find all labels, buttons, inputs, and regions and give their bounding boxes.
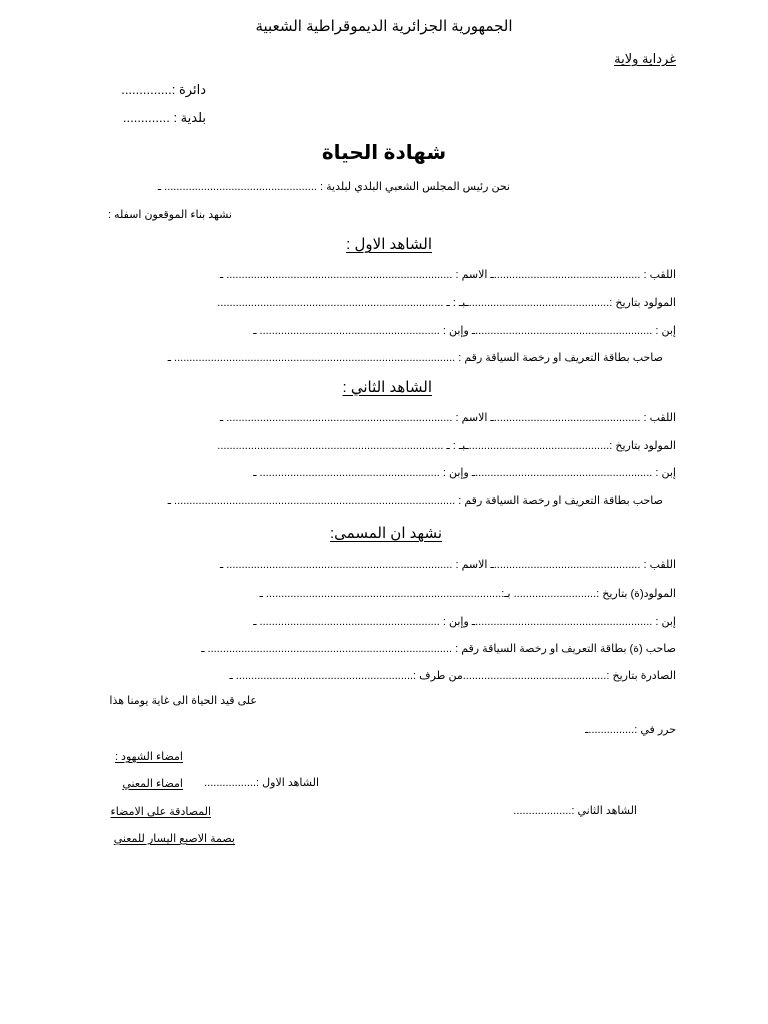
- subject-row-id: صاحب (ة) بطاقة التعريف او رخصة السياقة رقم : ................................................................................ ـ: [201, 643, 676, 655]
- witness2-row-name: اللقب : ................................................ـ الاسم : .......................................................................... ـ: [219, 412, 676, 424]
- intro-line-2: نشهد بناء الموقعون اسفله :: [107, 209, 232, 221]
- witness1-row-name: اللقب : ................................................ـ الاسم : .......................................................................... ـ: [219, 269, 676, 281]
- witness-signatures-label: امضاء الشهود :: [114, 751, 183, 763]
- subject-row-issued: الصادرة بتاريخ :...............................................من طرف :.......................................................... ـ: [229, 670, 676, 682]
- witness1-heading: الشاهد الاول :: [346, 236, 432, 253]
- witness2-heading: الشاهد الثاني :: [342, 379, 432, 396]
- subject-heading: نشهد ان المسمى:: [330, 525, 442, 542]
- first-witness-signature: الشاهد الاول :.................: [204, 777, 319, 789]
- second-witness-signature: الشاهد الثاني :...................: [513, 805, 637, 817]
- daira-field: دائرة :..............: [121, 82, 206, 97]
- subject-row-parents: إبن : ..........................................................ـ وإبن : ........................................................... ـ: [253, 616, 676, 628]
- subject-signature-label: امضاء المعني: [122, 778, 183, 790]
- republic-heading: الجمهورية الجزائرية الديموقراطية الشعبية: [255, 18, 513, 35]
- subject-row-name: اللقب : ................................................ـ الاسم : .......................................................................... ـ: [219, 559, 676, 571]
- thumbprint-label: بصمة الاصبع اليسار للمعني: [113, 833, 235, 845]
- intro-line-1: نحن رئيس المجلس الشعبي البلدي لبلدية : .................................................. ـ: [157, 181, 510, 193]
- subject-row-birth: المولود(ة) بتاريخ :........................... بـ:............................................................................. ـ: [259, 588, 676, 600]
- baladia-field: بلدية : .............: [122, 110, 206, 125]
- done-at-field: حرر في :...............ـ: [585, 724, 676, 736]
- witness1-row-parents: إبن : ..........................................................ـ وإبن : ........................................................... ـ: [253, 325, 676, 337]
- witness2-row-parents: إبن : ..........................................................ـ وإبن : ........................................................... ـ: [253, 467, 676, 479]
- alive-statement: على قيد الحياة الى غاية يومنا هذا: [109, 695, 257, 707]
- page-title: شهادة الحياة: [321, 142, 447, 164]
- witness1-row-birth: المولود بتاريخ :..............................................ـبـ : ـ ..........................................................................: [217, 297, 676, 309]
- wilaya-label: غرداية ولاية: [614, 51, 676, 66]
- witness2-row-id: صاحب بطاقة التعريف او رخصة السياقة رقم : ............................................................................................ ـ: [167, 495, 663, 507]
- signature-certification-label: المصادقة على الامضاء: [110, 806, 211, 818]
- witness1-row-id: صاحب بطاقة التعريف او رخصة السياقة رقم : ............................................................................................ ـ: [167, 352, 663, 364]
- witness2-row-birth: المولود بتاريخ :..............................................ـبـ : ـ ..........................................................................: [217, 440, 676, 452]
